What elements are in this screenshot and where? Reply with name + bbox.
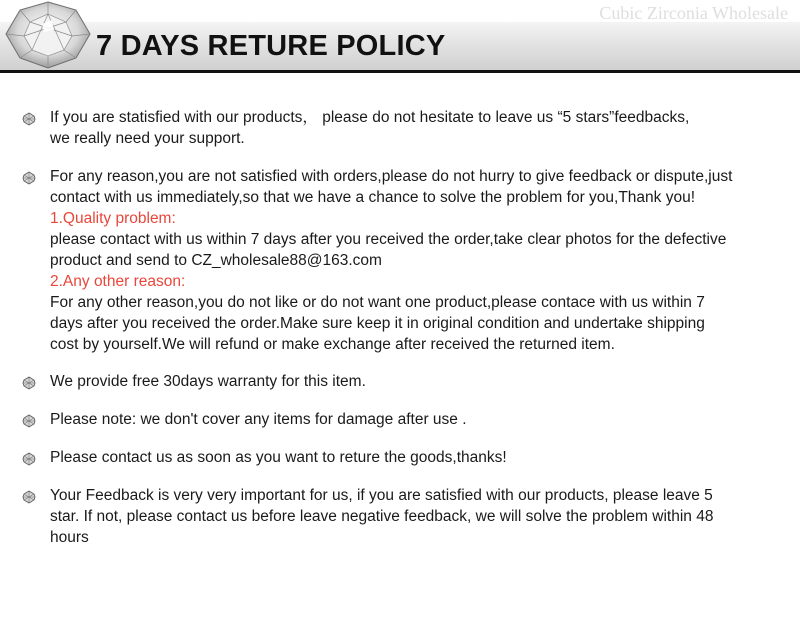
header <box>0 0 800 80</box>
text-line: Please contact us as soon as you want to reture the goods,thanks! <box>50 449 507 466</box>
text-line: cost by yourself.We will refund or make exchange after received the returned item. <box>50 336 615 353</box>
header-rule <box>0 70 800 73</box>
text-line: Your Feedback is very very important for us, if you are satisfied with our products, please leave 5 <box>50 487 713 504</box>
text-line: hours <box>50 529 89 546</box>
diamond-bullet-icon <box>22 414 36 428</box>
diamond-bullet-icon <box>22 452 36 466</box>
text-line: For any other reason,you do not like or do not want one product,please contace with us within 7 <box>50 294 705 311</box>
text-line: please contact with us within 7 days after you received the order,take clear photos for the defective <box>50 231 727 248</box>
text-line: If you are statisfied with our products， please do not hesitate to leave us “5 stars”feedbacks, <box>50 109 690 126</box>
text-line: we really need your support. <box>50 130 245 147</box>
diamond-icon <box>2 0 94 70</box>
other-reason-heading: 2.Any other reason: <box>50 273 186 290</box>
text-line: star. If not, please contact us before leave negative feedback, we will solve the problem within 48 <box>50 508 714 525</box>
text-line: contact with us immediately,so that we have a chance to solve the problem for you,Thank you! <box>50 189 696 206</box>
text-line: For any reason,you are not satisfied with orders,please do not hurry to give feedback or dispute,just <box>50 168 733 185</box>
diamond-bullet-icon <box>22 171 36 185</box>
item-text <box>50 409 780 430</box>
text-line: days after you received the order.Make sure keep it in original condition and undertake shipping <box>50 315 705 332</box>
item-text <box>50 107 780 149</box>
watermark: Cubic Zirconia Wholesale <box>599 3 788 23</box>
page-title: 7 DAYS RETURE POLICY <box>96 30 446 62</box>
item-text <box>50 485 780 548</box>
item-text <box>50 371 780 392</box>
diamond-bullet-icon <box>22 490 36 504</box>
text-line: Please note: we don't cover any items for damage after use . <box>50 411 467 428</box>
quality-problem-heading: 1.Quality problem: <box>50 210 176 227</box>
diamond-bullet-icon <box>22 112 36 126</box>
text-line: We provide free 30days warranty for this item. <box>50 373 366 390</box>
text-line: product and send to CZ_wholesale88@163.com <box>50 252 382 269</box>
diamond-bullet-icon <box>22 376 36 390</box>
item-text <box>50 166 780 355</box>
item-text <box>50 447 780 468</box>
